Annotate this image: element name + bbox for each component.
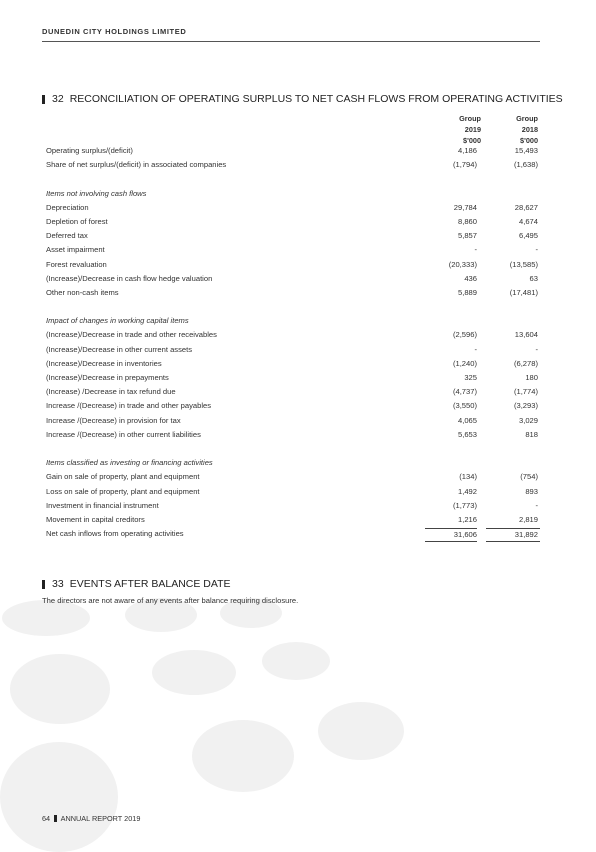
row-label: Increase /(Decrease) in provision for tax <box>46 415 181 425</box>
section-33-text: The directors are not aware of any events after balance requiring disclosure. <box>42 596 299 605</box>
table-row <box>46 385 540 399</box>
section-bar-marker <box>42 580 45 589</box>
page-number: 64 <box>42 814 51 823</box>
value-2019: 4,186 <box>457 146 477 155</box>
value-2019: 31,606 <box>425 528 477 542</box>
value-2019: - <box>474 344 477 354</box>
row-label: Depreciation <box>46 202 89 212</box>
value-2019: 1,492 <box>457 486 477 496</box>
section-33-title <box>42 578 231 590</box>
row-label: Movement in capital creditors <box>46 514 145 524</box>
value-2018: 6,495 <box>518 231 538 241</box>
value-2019: (3,550) <box>452 401 477 411</box>
row-label: Net cash inflows from operating activities <box>46 529 184 539</box>
value-2018: (754) <box>520 472 538 482</box>
table-total-row <box>46 527 540 541</box>
value-2019: 4,065 <box>457 415 477 425</box>
table-row <box>46 485 540 499</box>
value-2018: - <box>535 500 538 510</box>
value-2018: 63 <box>529 273 538 283</box>
column-header-line: Group <box>516 114 538 123</box>
row-label: Impact of changes in working capital items <box>46 316 189 326</box>
table-row <box>46 272 540 286</box>
table-row <box>46 343 540 357</box>
report-name: ANNUAL REPORT 2019 <box>60 814 141 823</box>
value-2018: 31,892 <box>486 528 540 542</box>
value-2018: (17,481) <box>509 287 538 297</box>
row-label: Depletion of forest <box>46 216 108 226</box>
row-label: Share of net surplus/(deficit) in associated companies <box>46 160 227 170</box>
row-label: Asset impairment <box>46 245 105 255</box>
section-32-heading: RECONCILIATION OF OPERATING SURPLUS TO NET CASH FLOWS FROM OPERATING ACTIVITIES <box>69 93 563 105</box>
value-2019: (1,794) <box>452 160 477 170</box>
decorative-circle <box>192 720 294 792</box>
row-label: Investment in financial instrument <box>46 500 159 510</box>
table-row <box>46 371 540 385</box>
table-row <box>46 243 540 257</box>
value-2019: - <box>474 245 477 255</box>
value-2018: 15,493 <box>514 146 538 155</box>
section-32-number: 32 <box>52 93 64 105</box>
value-2018: 893 <box>525 486 538 496</box>
decorative-circle <box>318 702 404 760</box>
table-subheading <box>46 314 540 328</box>
table-subheading <box>46 456 540 470</box>
row-label: Loss on sale of property, plant and equipment <box>46 486 200 496</box>
value-2019: 5,653 <box>457 429 477 439</box>
table-row <box>46 470 540 484</box>
table-row <box>46 201 540 215</box>
row-label: Gain on sale of property, plant and equipment <box>46 472 200 482</box>
column-header-line: 2019 <box>464 125 481 135</box>
column-header-line: 2018 <box>521 125 538 135</box>
value-2018: 13,604 <box>514 330 538 340</box>
company-header: DUNEDIN CITY HOLDINGS LIMITED <box>42 27 187 36</box>
table-row <box>46 428 540 442</box>
value-2018: 28,627 <box>514 202 538 212</box>
value-2019: 29,784 <box>453 202 477 212</box>
row-label: (Increase)/Decrease in trade and other receivables <box>46 330 217 340</box>
value-2019: (20,333) <box>448 259 477 269</box>
table-spacer <box>46 442 540 456</box>
row-label: (Increase)/Decrease in cash flow hedge valuation <box>46 273 213 283</box>
value-2019: 325 <box>464 373 477 382</box>
table-row <box>46 286 540 300</box>
value-2019: (1,240) <box>452 358 477 368</box>
value-2018: - <box>535 245 538 255</box>
value-2018: (1,638) <box>513 160 538 170</box>
row-label: Items not involving cash flows <box>46 188 147 198</box>
table-spacer <box>46 300 540 314</box>
row-label: Increase /(Decrease) in trade and other payables <box>46 401 212 411</box>
row-label: Increase /(Decrease) in other current liabilities <box>46 429 201 439</box>
table-spacer <box>46 172 540 186</box>
value-2018: (1,774) <box>513 387 538 397</box>
row-label: Other non-cash items <box>46 287 119 297</box>
footer-bar-marker <box>54 815 57 822</box>
row-label: (Increase)/Decrease in inventories <box>46 358 162 368</box>
value-2019: 1,216 <box>457 514 477 524</box>
column-header-2019 <box>459 113 481 147</box>
section-bar-marker <box>42 95 45 104</box>
column-header-line: $'000 <box>520 136 538 146</box>
row-label: Forest revaluation <box>46 259 107 269</box>
value-2018: 818 <box>525 429 538 439</box>
value-2019: 5,857 <box>457 231 477 241</box>
value-2019: (2,596) <box>452 330 477 340</box>
table-row <box>46 144 540 158</box>
section-33-number: 33 <box>52 578 64 590</box>
decorative-circle <box>10 654 110 724</box>
decorative-circle <box>0 742 118 852</box>
value-2018: 3,029 <box>518 415 538 425</box>
value-2018: (3,293) <box>513 401 538 411</box>
column-header-2018 <box>516 113 538 147</box>
row-label: Items classified as investing or financing activities <box>46 458 213 468</box>
table-row <box>46 229 540 243</box>
value-2019: (4,737) <box>452 387 477 397</box>
row-label: Operating surplus/(deficit) <box>46 146 133 155</box>
table-row <box>46 158 540 172</box>
value-2018: - <box>535 344 538 354</box>
decorative-circle <box>262 642 330 680</box>
value-2019: 5,889 <box>457 287 477 297</box>
row-label: (Increase)/Decrease in prepayments <box>46 373 169 382</box>
table-row <box>46 513 540 527</box>
value-2019: 8,860 <box>457 216 477 226</box>
table-subheading <box>46 187 540 201</box>
column-header-line: $'000 <box>463 136 481 146</box>
column-header-line: Group <box>459 114 481 123</box>
row-label: (Increase) /Decrease in tax refund due <box>46 387 176 397</box>
row-label: (Increase)/Decrease in other current assets <box>46 344 193 354</box>
value-2018: 4,674 <box>518 216 538 226</box>
value-2019: 436 <box>464 273 477 283</box>
header-rule <box>42 41 540 42</box>
table-row <box>46 328 540 342</box>
reconciliation-table <box>46 144 540 541</box>
table-row <box>46 258 540 272</box>
section-32-title <box>42 93 563 105</box>
decorative-circle <box>2 600 90 636</box>
table-row <box>46 357 540 371</box>
value-2019: (134) <box>459 472 477 482</box>
value-2018: (13,585) <box>509 259 538 269</box>
value-2018: 180 <box>525 373 538 382</box>
row-label: Deferred tax <box>46 231 88 241</box>
table-row <box>46 414 540 428</box>
value-2018: 2,819 <box>518 514 538 524</box>
section-33-heading: EVENTS AFTER BALANCE DATE <box>69 578 231 590</box>
value-2018: (6,278) <box>513 358 538 368</box>
page-footer <box>42 814 140 823</box>
table-row <box>46 499 540 513</box>
decorative-circle <box>152 650 236 695</box>
table-row <box>46 399 540 413</box>
value-2019: (1,773) <box>452 500 477 510</box>
table-row <box>46 215 540 229</box>
